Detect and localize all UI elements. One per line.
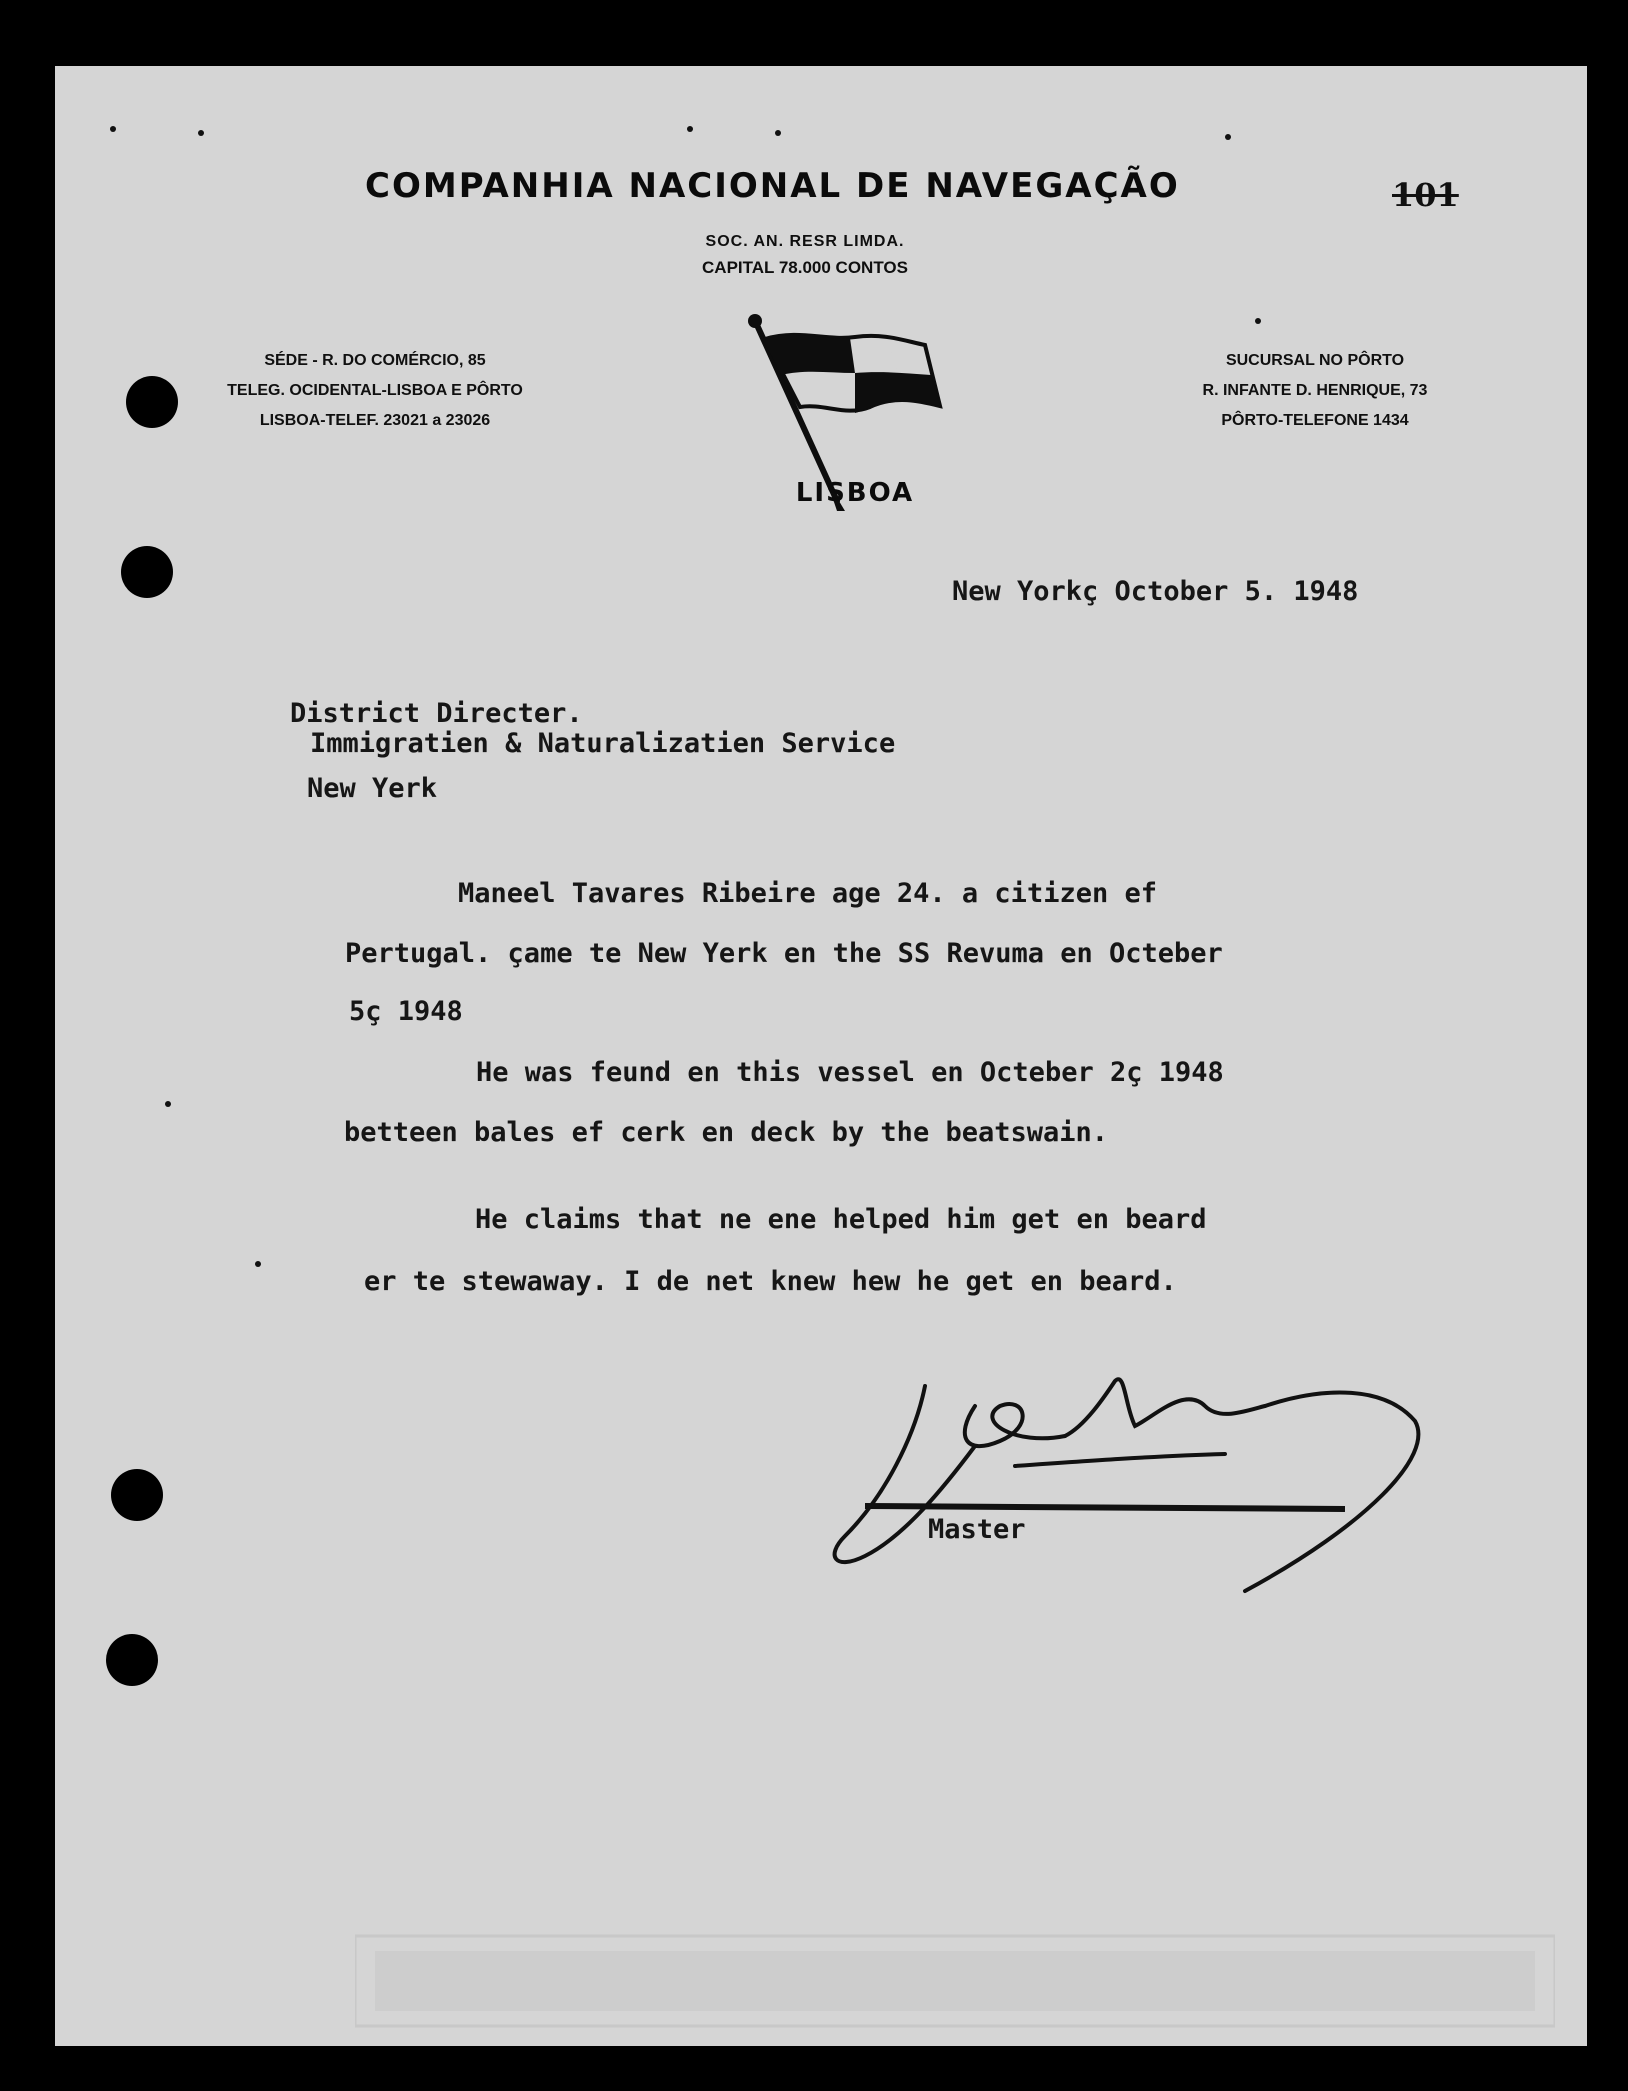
dust-speck xyxy=(165,1101,171,1107)
company-name: COMPANHIA NACIONAL DE NAVEGAÇÃO xyxy=(365,166,1180,206)
binder-hole xyxy=(106,1634,158,1686)
signature-title: Master xyxy=(928,1514,1026,1545)
body-line: Pertugal. çame te New Yerk en the SS Revuma en Octeber xyxy=(345,938,1223,969)
body-line: betteen bales ef cerk en deck by the beatswain. xyxy=(344,1117,1109,1148)
recipient-line: New Yerk xyxy=(307,773,438,804)
dust-speck xyxy=(110,126,116,132)
page-number: 101 xyxy=(1392,176,1459,214)
dust-speck xyxy=(255,1261,261,1267)
branch-office-line: SUCURSAL NO PÔRTO xyxy=(1225,352,1405,369)
company-capital: CAPITAL 78.000 CONTOS xyxy=(702,258,908,277)
body-line: He was feund en this vessel en Octeber 2ç 1948 xyxy=(476,1057,1224,1088)
binder-hole xyxy=(111,1469,163,1521)
letter-page xyxy=(55,66,1587,2046)
dust-speck xyxy=(1225,134,1231,140)
head-office-line: TELEG. OCIDENTAL-LISBOA E PÔRTO xyxy=(227,382,523,399)
branch-office-line: PÔRTO-TELEFONE 1434 xyxy=(1221,412,1409,429)
date-line: New Yorkç October 5. 1948 xyxy=(952,576,1359,607)
company-type: SOC. AN. RESR LIMDA. xyxy=(705,233,905,250)
letterhead-city: LISBOA xyxy=(795,478,915,508)
body-line: He claims that ne ene helped him get en beard xyxy=(475,1204,1207,1235)
branch-office-address xyxy=(1145,346,1485,436)
bleed-through-stamp xyxy=(355,1926,1555,2036)
recipient-line: District Directer. xyxy=(290,698,583,729)
body-line: er te stewaway. I de net knew hew he get en beard. xyxy=(364,1266,1177,1297)
recipient-line: Immigratien & Naturalizatien Service xyxy=(310,728,896,759)
binder-hole xyxy=(121,546,173,598)
head-office-line: LISBOA-TELEF. 23021 a 23026 xyxy=(259,412,491,429)
head-office-address xyxy=(175,346,575,436)
branch-office-line: R. INFANTE D. HENRIQUE, 73 xyxy=(1202,382,1428,399)
handwritten-signature xyxy=(825,1326,1485,1626)
dust-speck xyxy=(775,130,781,136)
body-line: 5ç 1948 xyxy=(349,996,463,1027)
dust-speck xyxy=(1255,318,1261,324)
head-office-line: SÉDE - R. DO COMÉRCIO, 85 xyxy=(264,352,486,369)
dust-speck xyxy=(198,130,204,136)
dust-speck xyxy=(687,126,693,132)
binder-hole xyxy=(126,376,178,428)
body-line: Maneel Tavares Ribeire age 24. a citizen ef xyxy=(458,878,1157,909)
